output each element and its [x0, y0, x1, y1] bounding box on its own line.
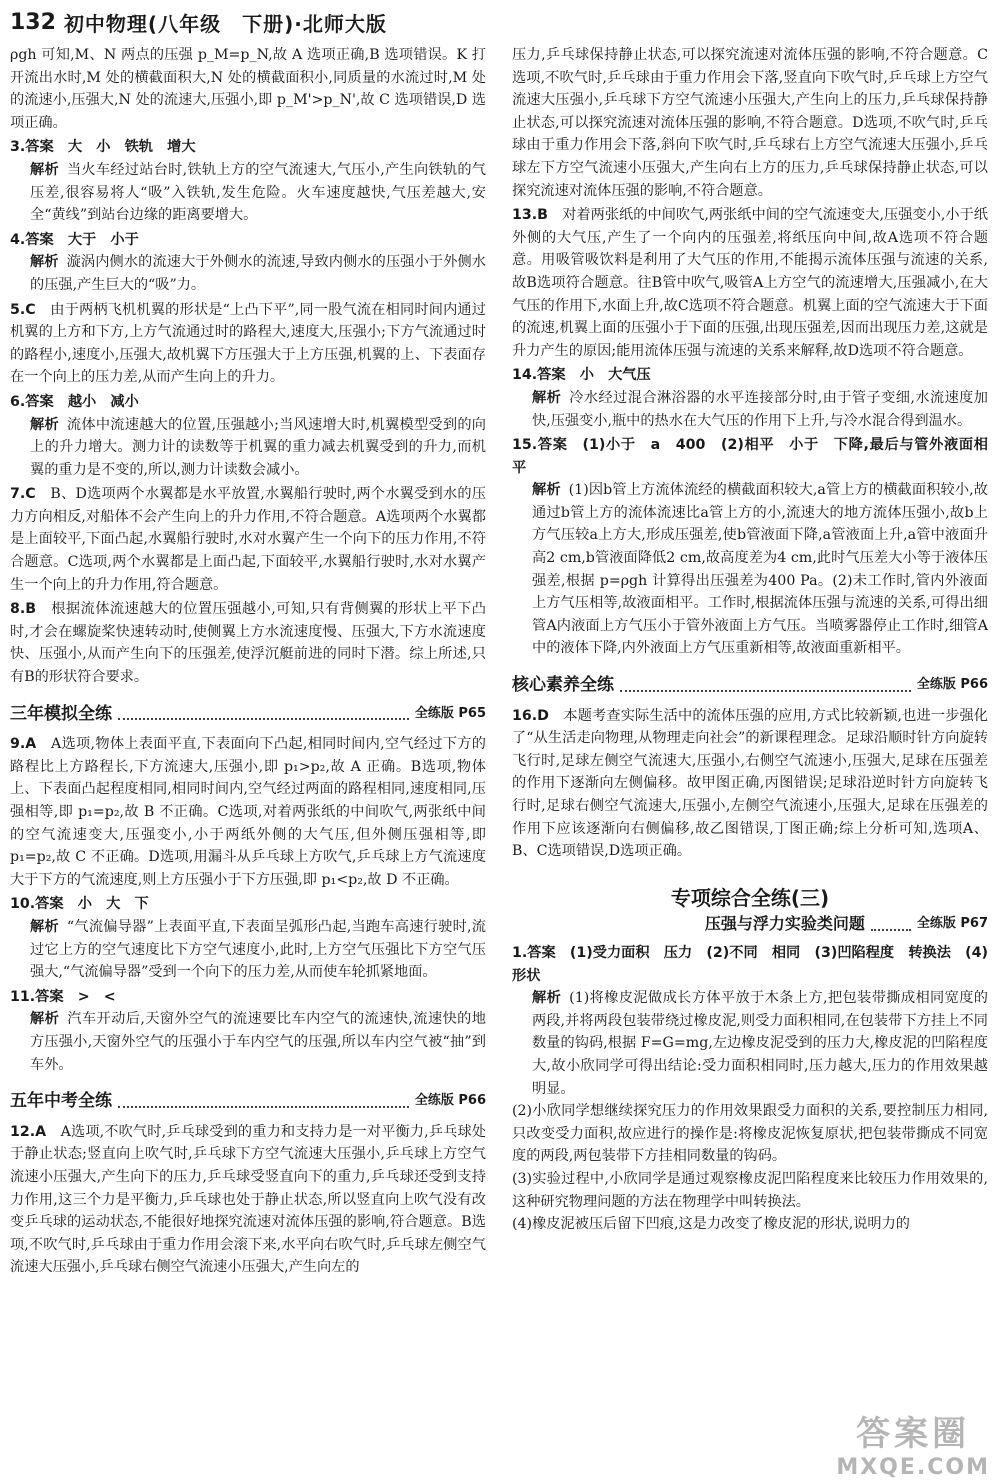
explain-text: 漩涡内侧水的流速大于外侧水的流速,导致内侧水的压强小于外侧水的压强,产生巨大的“吸”力。	[30, 254, 486, 293]
section-leader	[620, 690, 911, 692]
question-10	[10, 893, 486, 983]
section-leader	[118, 1106, 409, 1108]
question-text: 根据流体流速越大的位置压强越小,可知,只有背侧翼的形状上平下凸时,才会在螺旋桨快速转动时,使侧翼上方水流速度慢、压强大,下方水流速度快、压强小,从而产生向下的压强差,使浮沉艇前进的同时下潜。综上所述,只有B的形状符合要求。	[10, 601, 486, 686]
section-title: 五年中考全练	[10, 1091, 112, 1112]
question-number: 10.	[10, 896, 36, 913]
question-4	[10, 229, 486, 297]
explain-text: (1)将橡皮泥做成长方体平放于木条上方,把包装带撕成相同宽度的两段,并将两段包装带绕过橡皮泥,则受力面积相同,在包装带下方挂上不同数量的钩码,根据 F=G=mg,左边橡皮泥受到的压力大,橡皮泥的凹陷程度大,故小欣同学可得出结论:受力面积相同时,压力越大,压力的作用效果越明显。	[532, 990, 988, 1097]
explain-text: (1)因b管上方流体流经的横截面积较大,a管上方的横截面积较小,故通过b管上方的流体流速比a管上方的小,流速大的地方流体压强小,故b上方气压较a上方大,形成压强差,使b管液面下降,a管液面上升,a管中液面升高2 cm,b管液面降低2 cm,故高度差为4 cm,此时气压差大小等于液体压强差,根据 p=ρgh 计算得出压强差为400 Pa。(2)未工作时,管内外液面上方气压相等,故液面相平。工作时,根据流体压强与流速的关系,可得出细管A内液面上方气压小于管外液面上方气压。当喷雾器停止工作时,细管A中的液体下降,内外液面上方气压重新相等,故液面重新相平。	[532, 482, 988, 657]
right-column	[512, 44, 988, 1281]
explain-text: 当火车经过站台时,铁轨上方的空气流速大,气压小,产生向铁轨的气压差,很容易将人“吸”入铁轨,发生危险。火车速度越快,气压差越大,安全“黄线”到站台边缘的距离要增大。	[30, 161, 486, 224]
question-number: 6.	[10, 393, 26, 410]
question-text: 本题考查实际生活中的流体压强的应用,方式比较新颖,也进一步强化了“从生活走向物理,从物理走向社会”的新课程理念。足球沿顺时针方向旋转飞行时,足球左侧空气流速大,压强小,右侧空气流速小,压强大,足球在压强差的作用下逐渐向左侧偏移。故甲图正确,丙图错误;足球沿逆时针方向旋转飞行时,足球右侧空气流速大,压强小,左侧空气流速小,压强大,足球在压强差的作用下应该逐渐向右侧偏移,故乙图错误,丁图正确;综上分析可知,选项A、B、C选项错误,D选项正确。	[512, 707, 988, 860]
watermark-logo: 答案圈	[856, 1414, 971, 1454]
left-column	[10, 44, 486, 1281]
answer-text: 答案 大于 小于	[25, 231, 139, 248]
section-header-five-year	[10, 1090, 486, 1113]
question-text: A选项,不吹气时,乒乓球受到的重力和支持力是一对平衡力,乒乓球处于静止状态;竖直向上吹气时,乒乓球下方空气流速大压强小,乒乓球上方空气流速小压强大,产生向下的压力,乒乓球受竖直向下的重力,乒乓球还受到支持力作用,这三个力是平衡力,乒乓球也处于静止状态,所以竖直向上吹气没有改变乒乓球的运动状态,不能很好地探究流速对流体压强的影响,符合题意。B选项,不吹气时,乒乓球由于重力作用会滚下来,水平向右吹气时,乒乓球左侧空气流速大压强小,乒乓球右侧空气流速小压强大,产生向左的	[10, 1123, 486, 1276]
answer-text: 答案 > <	[35, 988, 116, 1005]
page-header	[10, 0, 988, 44]
section-ref: 全练版 P65	[414, 705, 486, 721]
special-section-header	[512, 887, 988, 936]
section-ref: 全练版 P67	[916, 916, 988, 932]
question-number: 13.B	[512, 207, 548, 224]
explain-part-3: (3)实验过程中,小欣同学是通过观察橡皮泥凹陷程度来比较压力作用效果的,这种研究物理问题的方法在物理学中叫转换法。	[512, 1170, 988, 1210]
explain-text: “气流偏导器”上表面平直,下表面呈弧形凸起,当跑车高速行驶时,流过它上方的空气速度比下方空气速度小,此时,上方空气压强比下方空气压强大,“气流偏导器”受到一个向下的压力差,从而使车轮抓紧地面。	[30, 918, 486, 981]
answer-text: 答案 (1)小于 a 400 (2)相平 小于 下降,最后与管外液面相平	[512, 437, 988, 476]
answer-text: 答案 小 大气压	[537, 367, 651, 384]
question-9	[10, 733, 486, 891]
special-question-1	[512, 942, 988, 1236]
explain-label: 解析	[30, 918, 59, 935]
section-ref: 全练版 P66	[916, 677, 988, 693]
question-text: 对着两张纸的中间吹气,两张纸中间的空气流速变大,压强变小,小于纸外侧的大气压,产生了一个向内的压强差,将纸压向中间,故A选项不符合题意。用吸管吸饮料是利用了大气压的作用,不能揭示流体压强与流速的关系,故B选项符合题意。往B管中吹气,吸管A上方空气的流速增大,压强减小,在大气压的作用下,水面上升,故C选项不符合题意。机翼上面的空气流速大于下面的流速,机翼上面的压强小于下面的压强,出现压强差,因而出现压力差,这就是升力产生的原因;能用流体压强与流速的关系来解释,故D选项不符合题意。	[512, 207, 988, 359]
question-number: 5.C	[10, 301, 36, 318]
question-number: 1.	[512, 944, 528, 961]
answer-text: 答案 大 小 铁轨 增大	[25, 139, 196, 156]
question-number: 3.	[10, 139, 26, 156]
question-16	[512, 705, 988, 863]
section-leader	[871, 929, 911, 931]
explain-label: 解析	[532, 482, 561, 499]
two-column-body	[10, 44, 988, 1281]
question-6	[10, 391, 486, 481]
question-number: 9.A	[10, 736, 37, 753]
explain-label: 解析	[30, 254, 59, 271]
special-subtitle: 压强与浮力实验类问题	[704, 914, 865, 934]
explain-label: 解析	[30, 161, 59, 178]
question-text: 由于两柄飞机机翼的形状是“上凸下平”,同一股气流在相同时间内通过机翼的上方和下方,上方气流通过时的路程大,速度大,压强小;下方气流通过时的路程小,速度小,压强大,故机翼下方压强大于上方压强,机翼的上、下表面存在一个向上的压力差,从而产生向上的升力。	[10, 301, 486, 386]
answer-text: 答案 小 大 下	[35, 896, 149, 913]
question-14	[512, 364, 988, 432]
question-3	[10, 136, 486, 226]
section-leader	[118, 718, 409, 720]
page-number: 132	[10, 9, 56, 35]
explain-part-4: (4)橡皮泥被压后留下凹痕,这是力改变了橡皮泥的形状,说明力的	[512, 1216, 910, 1233]
section-header-core	[512, 674, 988, 697]
question-number: 12.A	[10, 1123, 47, 1140]
question-7	[10, 483, 486, 596]
answer-text: 答案 (1)受力面积 压力 (2)不同 相同 (3)凹陷程度 转换法 (4)形状	[512, 944, 988, 984]
section-ref: 全练版 P66	[414, 1093, 486, 1109]
question-12-continued: 压力,乒乓球保持静止状态,可以探究流速对流体压强的影响,不符合题意。C选项,不吹气时,乒乓球由于重力作用会下落,竖直向下吹气时,乒乓球上方空气流速大压强小,乒乓球下方空气流速小压强大,产生向上的压力,乒乓球保持静止状态,可以探究流速对流体压强的影响,不符合题意。D选项,不吹气时,乒乓球由于重力作用会下落,斜向下吹气时,乒乓球右上方空气流速大压强小,乒乓球左下方空气流速小压强大,产生向右上方的压力,乒乓球保持静止状态,可以探究流速对流体压强的影响,不符合题意。	[512, 47, 988, 199]
special-subtitle-row	[512, 913, 988, 936]
question-text: B、D选项两个水翼都是水平放置,水翼船行驶时,两个水翼受到水的压力方向相反,对船体不会产生向上的升力作用,不符合题意。A选项两个水翼都是上面较平,下面凸起,水翼船行驶时,水对水翼产生一个向下的压力作用,不符合题意。C选项,两个水翼都是上面凸起,下面较平,水翼船行驶时,水对水翼产生一个向上的升力作用,符合题意。	[10, 486, 486, 593]
special-title: 专项综合全练(三)	[670, 885, 830, 910]
section-title: 核心素养全练	[512, 675, 614, 696]
explain-label: 解析	[30, 416, 59, 433]
section-title: 三年模拟全练	[10, 703, 112, 724]
question-5	[10, 299, 486, 389]
question-number: 4.	[10, 231, 26, 248]
explain-part-2: (2)小欣同学想继续探究压力的作用效果跟受力面积的关系,要控制压力相同,只改变受力面积,故应进行的操作是:将橡皮泥恢复原状,把包装带撕成不同宽度的两段,两包装带下方挂相同数量的钩码。	[512, 1103, 988, 1165]
question-12	[10, 1121, 486, 1279]
watermark-url: MXQE.COM	[836, 1455, 990, 1480]
question-number: 16.D	[512, 707, 549, 724]
section-header-three-year	[10, 703, 486, 726]
intro-paragraph: ρgh 可知,M、N 两点的压强 p_M=p_N,故 A 选项正确,B 选项错误。K 打开流出水时,M 处的横截面积大,N 处的横截面积小,同质量的水流过时,M 处的流速小,压强大,N 处的流速大,压强小,即 p_M'>p_N',故 C 选项错误,D 选项正确。	[10, 47, 486, 131]
question-11	[10, 986, 486, 1076]
question-text: A选项,物体上表面平直,下表面向下凸起,相同时间内,空气经过下方的路程比上方路程长,下方流速大,压强小,即 p₁>p₂,故 A 正确。B选项,物体上、下表面凸起程度相同,相同时间内,空气经过两面的路程相同,速度相同,压强相等,即 p₁=p₂,故 B 不正确。C选项,对着两张纸的中间吹气,两张纸中间的空气流速变大,压强变小,小于两纸外侧的大气压,但外侧压强相等,即 p₁=p₂,故 C 不正确。D选项,用漏斗从乒乓球上方吹气,乒乓球上方气流速度大于下方的气流速度,则上方压强小于下方压强,即 p₁<p₂,故 D 不正确。	[10, 736, 486, 888]
explain-label: 解析	[532, 389, 562, 406]
explain-text: 冷水经过混合淋浴器的水平连接部分时,由于管子变细,水流速度加快,压强变小,瓶中的热水在大气压的作用下上升,与冷水混合得到温水。	[532, 389, 988, 429]
question-number: 15.	[512, 437, 538, 454]
question-13	[512, 204, 988, 362]
explain-text: 流体中流速越大的位置,压强越小;当风速增大时,机翼模型受到的向上的升力增大。测力计的读数等于机翼的重力减去机翼受到的升力,而机翼的重力是不变的,所以,测力计读数会减小。	[30, 416, 486, 478]
question-number: 14.	[512, 367, 538, 384]
question-number: 11.	[10, 988, 36, 1005]
question-number: 8.B	[10, 601, 37, 618]
question-8	[10, 598, 486, 688]
watermark	[836, 1406, 990, 1480]
question-number: 7.C	[10, 486, 36, 503]
explain-text: 汽车开动后,天窗外空气的流速要比车内空气的流速快,流速快的地方压强小,天窗外空气的压强小于车内空气的压强,所以车内空气被“抽”到车外。	[30, 1011, 486, 1073]
answer-text: 答案 越小 减小	[25, 393, 139, 410]
question-15	[512, 434, 988, 660]
explain-label: 解析	[30, 1011, 60, 1028]
explain-label: 解析	[532, 990, 562, 1007]
book-title: 初中物理(八年级 下册)·北师大版	[63, 11, 387, 36]
